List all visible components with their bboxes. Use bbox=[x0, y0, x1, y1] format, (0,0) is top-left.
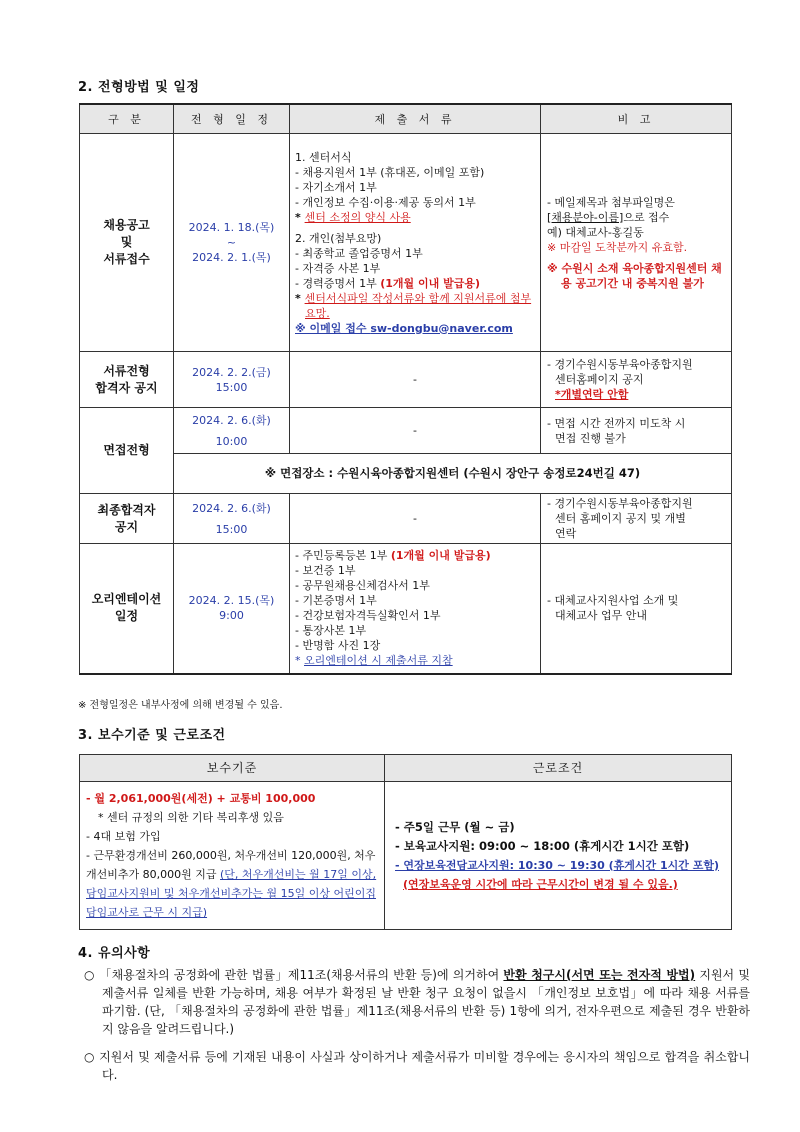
row5-documents: - 주민등록등본 1부 (1개월 이내 발급용) - 보건증 1부 - 공무원채용신체검사서 1부 - 기본증명서 1부 - 건강보험자격득실확인서 1부 - 통장사본 1부 - 반명함 사진 1장 * 오리엔테이션 시 제출서류 지참 bbox=[290, 544, 541, 674]
table-header-row bbox=[80, 755, 732, 782]
row4-schedule: 2024. 2. 6.(화) 15:00 bbox=[174, 494, 290, 544]
section4-title: 4. 유의사항 bbox=[78, 946, 151, 961]
notice-paragraph-1: ○ 「채용절차의 공정화에 관한 법률」제11조(채용서류의 반환 등)에 의거하여 반환 청구시(서면 또는 전자적 방법) 지원서 및 제출서류 일체를 반환 가능하며, 채용 여부가 확정된 날 반환 청구 요청이 없을시 「개인정보 보호법」에 따라 채용 서류를 파기함. (단, 「채용절차의 공정화에 관한 법률」제11조(채용서류의 반환 등) 1항에 의거, 전자우편으로 제출된 경우 반환하지 않음을 알려드립니다.) bbox=[84, 968, 750, 1036]
row2-remarks: - 경기수원시동부육아종합지원 센터홈페이지 공지 *개별연락 안함 bbox=[541, 352, 732, 408]
pay-conditions-table bbox=[79, 754, 732, 930]
section3-title: 3. 보수기준 및 근로조건 bbox=[78, 728, 226, 743]
row3-documents: - bbox=[290, 408, 541, 454]
row5-schedule: 2024. 2. 15.(목) 9:00 bbox=[174, 544, 290, 674]
row3-remarks: - 면접 시간 전까지 미도착 시 면접 진행 불가 bbox=[541, 408, 732, 454]
header-work: 근로조건 bbox=[385, 755, 732, 782]
table-row bbox=[80, 134, 732, 352]
row1-documents: 1. 센터서식 - 채용지원서 1부 (휴대폰, 이메일 포함) - 자기소개서 1부 - 개인정보 수집·이용·제공 동의서 1부 * 센터 소정의 양식 사용 2. 개인(첨부요망) - 최종학교 졸업증명서 1부 - 자격증 사본 1부 - 경력증명서 1부 (1개월 이내 발급용) * 센터서식파일 작성서류와 함께 지원서류에 첨부요망. ※ 이메일 접수 sw-dongbu@naver.com bbox=[290, 134, 541, 352]
row2-category: 서류전형 합격자 공지 bbox=[80, 352, 174, 408]
schedule-table bbox=[79, 103, 732, 675]
interview-place: ※ 면접장소 : 수원시육아종합지원센터 (수원시 장안구 송정로24번길 47) bbox=[174, 454, 732, 494]
row2-schedule: 2024. 2. 2.(금) 15:00 bbox=[174, 352, 290, 408]
row5-remarks: - 대체교사지원사업 소개 및 대체교사 업무 안내 bbox=[541, 544, 732, 674]
row5-category: 오리엔테이션 일정 bbox=[80, 544, 174, 674]
table-row bbox=[80, 454, 732, 494]
notice-paragraph-2: ○ 지원서 및 제출서류 등에 기재된 내용이 사실과 상이하거나 제출서류가 미비할 경우에는 응시자의 책임으로 합격을 취소합니다. bbox=[84, 1050, 750, 1082]
schedule-footnote: ※ 전형일정은 내부사정에 의해 변경될 수 있음. bbox=[78, 700, 283, 711]
header-pay: 보수기준 bbox=[80, 755, 385, 782]
section2-title: 2. 전형방법 및 일정 bbox=[78, 80, 200, 95]
table-row bbox=[80, 782, 732, 930]
pay-cell: - 월 2,061,000원(세전) + 교통비 100,000 * 센터 규정의 의한 기타 복리후생 있음 - 4대 보험 가입 - 근무환경개선비 260,000원, 처우개선비 120,000원, 처우개선비추가 80,000원 지급 (단, 처우개선비는 월 17일 이상, 담임교사지원비 및 처우개선비추가는 월 15일 이상 어린이집 담임교사로 근무 시 지급) bbox=[80, 782, 385, 930]
table-row bbox=[80, 544, 732, 674]
table-row bbox=[80, 408, 732, 454]
row2-documents: - bbox=[290, 352, 541, 408]
header-schedule: 전 형 일 정 bbox=[174, 104, 290, 134]
table-row bbox=[80, 494, 732, 544]
row4-category: 최종합격자 공지 bbox=[80, 494, 174, 544]
work-cell: - 주5일 근무 (월 ~ 금) - 보육교사지원: 09:00 ~ 18:00 (휴게시간 1시간 포함) - 연장보육전담교사지원: 10:30 ~ 19:30 (휴게시간 1시간 포함) (연장보육운영 시간에 따라 근무시간이 변경 될 수 있음.) bbox=[385, 782, 732, 930]
row1-schedule: 2024. 1. 18.(목) ~ 2024. 2. 1.(목) bbox=[174, 134, 290, 352]
row1-category: 채용공고 및 서류접수 bbox=[80, 134, 174, 352]
email-link[interactable]: sw-dongbu@naver.com bbox=[370, 321, 513, 335]
header-category: 구 분 bbox=[80, 104, 174, 134]
header-documents: 제 출 서 류 bbox=[290, 104, 541, 134]
row4-remarks: - 경기수원시동부육아종합지원 센터 홈페이지 공지 및 개별 연락 bbox=[541, 494, 732, 544]
table-header-row bbox=[80, 104, 732, 134]
header-remarks: 비 고 bbox=[541, 104, 732, 134]
row3-category: 면접전형 bbox=[80, 408, 174, 494]
table-row bbox=[80, 352, 732, 408]
row3-schedule: 2024. 2. 6.(화) 10:00 bbox=[174, 408, 290, 454]
row1-remarks: - 메일제목과 첨부파일명은 [채용분야-이름]으로 접수 예) 대체교사-홍길동 ※ 마감일 도착분까지 유효함. ※ 수원시 소재 육아종합지원센터 채용 공고기간 내 중복지원 불가 bbox=[541, 134, 732, 352]
row4-documents: - bbox=[290, 494, 541, 544]
